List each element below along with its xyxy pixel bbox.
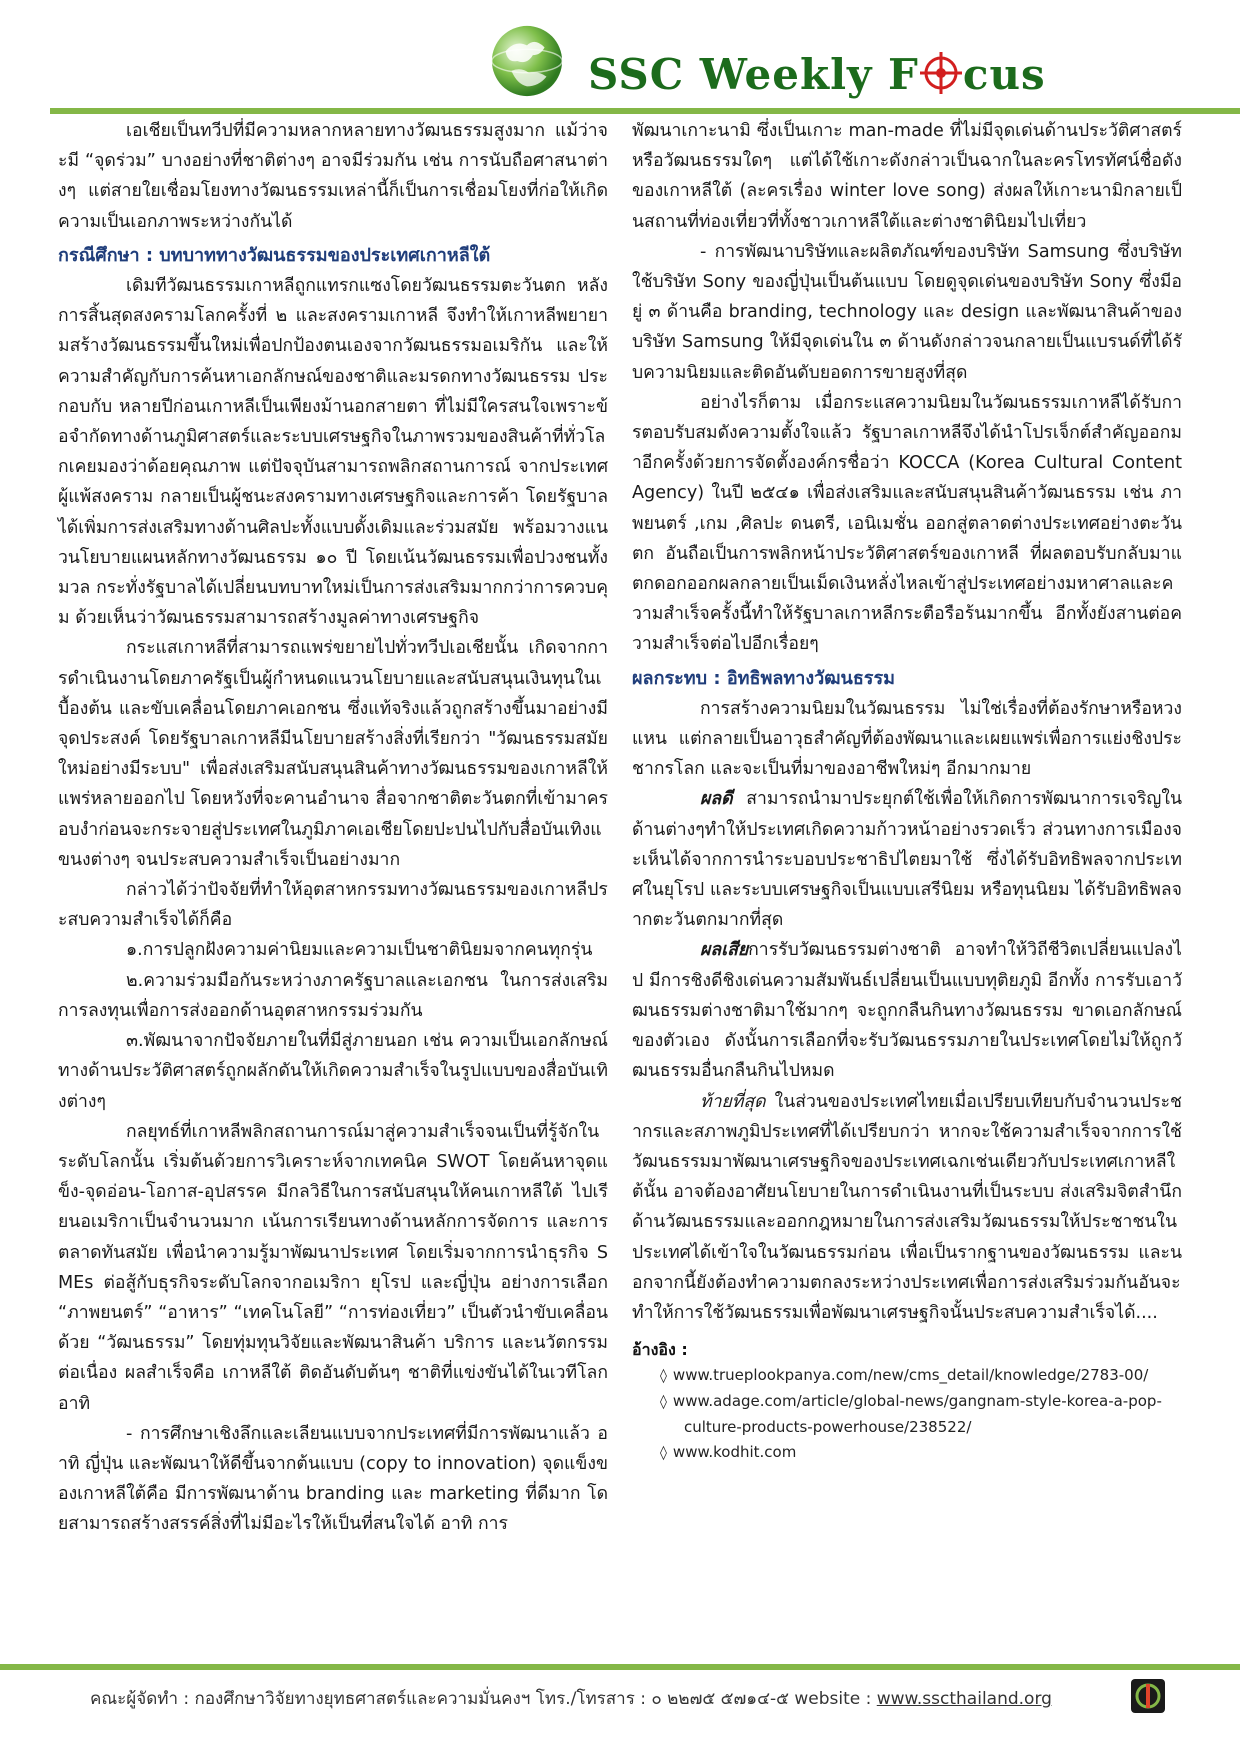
paragraph-impact-intro: การสร้างความนิยมในวัฒนธรรม ไม่ใช่เรื่องที่ต้องรักษาหรือหวงแหน แต่กลายเป็นอาวุธสำคัญที่ต้องพัฒนาและเผยแพร่เพื่อการแย่งชิงประชากรโลก และจะเป็นที่มาของอาชีพใหม่ๆ อีกมากมาย: [632, 698, 1182, 780]
paragraph-copy-to-innovation: - การศึกษาเชิงลึกและเลียนแบบจากประเทศที่มีการพัฒนาแล้ว อาทิ ญี่ปุ่น และพัฒนาให้ดีขึ้นจากต้นแบบ (copy to innovation) จุดแข็งของเกาหลีใต้คือ มีการพัฒนาด้าน branding และ marketing ที่ดีมาก โดยสามารถสร้างสรรค์สิ่งที่ไม่มีอะไรให้เป็นที่สนใจได้ อาทิ การ: [58, 1423, 608, 1535]
footer-credits: คณะผู้จัดทำ : กองศึกษาวิจัยทางยุทธศาสตร์และความมั่นคงฯ โทร./โทรสาร : ๐ ๒๒๗๕ ๕๗๑๔-๕ website :: [90, 1689, 877, 1709]
list-item-factor-3: ๓.พัฒนาจากปัจจัยภายในที่มีสู่ภายนอก เช่น ความเป็นเอกลักษณ์ทางด้านประวัติศาสตร์ถูกผลักดันให้เกิดความสำเร็จในรูปแบบของสื่อบันเทิงต่างๆ: [58, 1031, 608, 1112]
reference-link[interactable]: www.trueplookpanya.com/new/cms_detail/knowledge/2783-00/: [672, 1366, 1149, 1385]
conclusion-lead: ท้ายที่สุด: [700, 1091, 766, 1112]
paragraph-positive: [632, 784, 1182, 935]
positive-text: สามารถนำมาประยุกต์ใช้เพื่อให้เกิดการพัฒนาการเจริญในด้านต่างๆทำให้ประเทศเกิดความก้าวหน้าอย่างรวดเร็ว ส่วนทางการเมืองจะเห็นได้จากการนำระบอบประชาธิปไตยมาใช้ ซึ่งได้รับอิทธิพลจากประเทศในยุโรป และระบบเศรษฐกิจเป็นแบบเสรีนิยม หรือทุนนิยม ได้รับอิทธิพลจากตะวันตกมากที่สุด: [632, 789, 1182, 931]
list-item-factor-2: ๒.ความร่วมมือกันระหว่างภาครัฐบาลและเอกชน ในการส่งเสริมการลงทุนเพื่อการส่งออกด้านอุตสาหกรรมร่วมกัน: [58, 970, 608, 1021]
reference-item[interactable]: [660, 1389, 1182, 1440]
globe-logo-icon: [488, 22, 566, 100]
list-item-factor-1: ๑.การปลูกฝังความค่านิยมและความเป็นชาตินิยมจากคนทุกรุ่น: [126, 940, 593, 961]
page-header: [0, 0, 1240, 120]
paragraph-korean-wave: กระแสเกาหลีที่สามารถแพร่ขยายไปทั่วทวีปเอเชียนั้น เกิดจากการดำเนินงานโดยภาครัฐเป็นผู้กำหนดแนวนโยบายและสนับสนุนเงินทุนในเบื้องต้น และขับเคลื่อนโดยภาคเอกชน ซึ่งแท้จริงแล้วถูกสร้างขึ้นมาอย่างมีจุดประสงค์ โดยรัฐบาลเกาหลีมีนโยบายสร้างสิ่งที่เรียกว่า "วัฒนธรรมสมัยใหม่อย่างมีระบบ" เพื่อส่งเสริมสนับสนุนสินค้าทางวัฒนธรรมของเกาหลีให้แพร่หลายออกไป โดยหวังที่จะคานอำนาจ สื่อจากชาติตะวันตกที่เข้ามาครอบงำก่อนจะกระจายสู่ประเทศในภูมิภาคเอเชียโดยปะปนไปกับสื่อบันเทิงแขนงต่างๆ จนประสบความสำเร็จเป็นอย่างมาก: [58, 638, 608, 870]
paragraph-success-factors: กล่าวได้ว่าปัจจัยที่ทำให้อุตสาหกรรมทางวัฒนธรรมของเกาหลีประสบความสำเร็จได้ก็คือ: [58, 880, 608, 931]
negative-text: การรับวัฒนธรรมต่างชาติ อาจทำให้วิถีชีวิตเปลี่ยนแปลงไป มีการชิงดีชิงเด่นความสัมพันธ์เปลี่ยนเป็นแบบทุติยภูมิ อีกทั้ง การรับเอาวัฒนธรรมต่างชาติมาใช้มากๆ จะถูกกลืนกินทางวัฒนธรรม ขาดเอกลักษณ์ของตัวเอง ดังนั้นการเลือกที่จะรับวัฒนธรรมภายในประเทศโดยไม่ให้ถูกวัฒนธรรมอื่นกลืนกินไปหมด: [632, 940, 1182, 1082]
paragraph-negative: [632, 935, 1182, 1086]
left-column: [58, 116, 608, 1540]
diamond-bullet-icon: ◊: [660, 1394, 667, 1411]
paragraph-strategy: กลยุทธ์ที่เกาหลีพลิกสถานการณ์มาสู่ความสำเร็จจนเป็นที่รู้จักในระดับโลกนั้น เริ่มต้นด้วยการวิเคราะห์จากเทคนิค SWOT โดยค้นหาจุดแข็ง-จุดอ่อน-โอกาส-อุปสรรค มีกลวิธีในการสนับสนุนให้คนเกาหลีใต้ ไปเรียนอเมริกาเป็นจำนวนมาก เน้นการเรียนทางด้านหลักการจัดการ และการตลาดทันสมัย เพื่อนำความรู้มาพัฒนาประเทศ โดยเริ่มจากการนำธุรกิจ SMEs ต่อสู้กับธุรกิจระดับโลกจากอเมริกา ยุโรป และญี่ปุ่น อย่างการเลือก “ภาพยนตร์” “อาหาร” “เทคโนโลยี” “การท่องเที่ยว” เป็นตัวนำขับเคลื่อนด้วย “วัฒนธรรม” โดยทุ่มทุนวิจัยและพัฒนาสินค้า บริการ และนวัตกรรมต่อเนื่อง ผลสำเร็จคือ เกาหลีใต้ ติดอันดับต้นๆ ชาติที่แข่งขันได้ในเวทีโลก อาทิ: [58, 1121, 608, 1414]
diamond-bullet-icon: ◊: [660, 1368, 667, 1385]
heading-case-study: กรณีศึกษา : บทบาททางวัฒนธรรมของประเทศเกาหลีใต้: [58, 244, 491, 266]
conclusion-text: ในส่วนของประเทศไทยเมื่อเปรียบเทียบกับจำนวนประชากรและสภาพภูมิประเทศที่ได้เปรียบกว่า หากจะใช้ความสำเร็จจากการใช้วัฒนธรรมมาพัฒนาเศรษฐกิจของประเทศเฉกเช่นเดียวกับประเทศเกาหลีใต้นั้น อาจต้องอาศัยนโยบายในการดำเนินงานที่เป็นระบบ ส่งเสริมจิตสำนึกด้านวัฒนธรรมและออกกฎหมายในการส่งเสริมวัฒนธรรมให้ประชาชนในประเทศได้เข้าใจในวัฒนธรรมก่อน เพื่อเป็นรากฐานของวัฒนธรรม และนอกจากนี้ยังต้องทำความตกลงระหว่างประเทศเพื่อการส่งเสริมร่วมกันอันจะทำให้การใช้วัฒนธรรมเพื่อพัฒนาเศรษฐกิจนั้นประสบความสำเร็จได้....: [632, 1091, 1182, 1323]
paragraph-kocca: อย่างไรก็ตาม เมื่อกระแสความนิยมในวัฒนธรรมเกาหลีได้รับการตอบรับสมดังความตั้งใจแล้ว รัฐบาลเกาหลีจึงได้นำโปรเจ็กต์สำคัญออกมาอีกครั้งด้วยการจัดตั้งองค์กรชื่อว่า KOCCA (Korea Cultural Content Agency) ในปี ๒๕๔๑ เพื่อส่งเสริมและสนับสนุนสินค้าวัฒนธรรม เช่น ภาพยนตร์ ,เกม ,ศิลปะ ดนตรี, เอนิเมชั่น ออกสู่ตลาดต่างประเทศอย่างตะวันตก อันถือเป็นการพลิกหน้าประวัติศาสตร์ของเกาหลี ที่ผลตอบรับกลับมาแตกดอกออกผลกลายเป็นเม็ดเงินหลั่งไหลเข้าสู่ประเทศอย่างมหาศาลและความสำเร็จครั้งนี้ทำให้รัฐบาลเกาหลีกระตือรือร้นมากขึ้น อีกทั้งยังสานต่อความสำเร็จต่อไปอีกเรื่อยๆ: [632, 392, 1182, 655]
crosshair-target-icon: [919, 51, 963, 95]
footer-divider: [0, 1664, 1240, 1670]
positive-lead: ผลดี: [700, 789, 733, 810]
paragraph-nami-island: พัฒนาเกาะนามิ ซึ่งเป็นเกาะ man-made ที่ไม่มีจุดเด่นด้านประวัติศาสตร์หรือวัฒนธรรมใดๆ แต่ได้ใช้เกาะดังกล่าวเป็นฉากในละครโทรทัศน์ชื่อดังของเกาหลีใต้ (ละครเรื่อง winter love song) ส่งผลให้เกาะนามิกลายเป็นสถานที่ท่องเที่ยวที่ทั้งชาวเกาหลีใต้และต่างชาตินิยมไปเที่ยว: [632, 121, 1182, 232]
page-footer: [90, 1685, 1150, 1712]
diamond-bullet-icon: ◊: [660, 1445, 667, 1462]
reference-item[interactable]: [660, 1363, 1182, 1389]
masthead-title-post: cus: [962, 50, 1046, 99]
negative-lead: ผลเสีย: [700, 940, 749, 961]
right-column: [632, 116, 1182, 1466]
reference-link[interactable]: www.kodhit.com: [672, 1443, 797, 1462]
paragraph-asia-intro: เอเชียเป็นทวีปที่มีความหลากหลายทางวัฒนธรรมสูงมาก แม้ว่าจะมี “จุดร่วม” บางอย่างที่ชาติต่างๆ อาจมีร่วมกัน เช่น การนับถือศาสนาต่างๆ แต่สายใยเชื่อมโยงทางวัฒนธรรมเหล่านี้ก็เป็นการเชื่อมโยงที่ก่อให้เกิดความเป็นเอกภาพระหว่างกันได้: [58, 121, 608, 232]
ssc-logo-icon: [1130, 1678, 1166, 1714]
paragraph-samsung: - การพัฒนาบริษัทและผลิตภัณฑ์ของบริษัท Samsung ซึ่งบริษัทใช้บริษัท Sony ของญี่ปุ่นเป็นต้นแบบ โดยดูจุดเด่นของบริษัท Sony ซึ่งมีอยู่ ๓ ด้านคือ branding, technology และ design และพัฒนาสินค้าของบริษัท Samsung ให้มีจุดเด่นใน ๓ ด้านดังกล่าวจนกลายเป็นแบรนด์ที่ได้รับความนิยมและติดอันดับยอดการขายสูงที่สุด: [632, 241, 1182, 383]
reference-item[interactable]: [660, 1440, 1182, 1466]
reference-link[interactable]: www.adage.com/article/global-news/gangnam-style-korea-a-pop-culture-products-powerhouse/238522/: [672, 1392, 1162, 1437]
header-divider: [50, 108, 1240, 114]
paragraph-korea-history: เดิมทีวัฒนธรรมเกาหลีถูกแทรกแซงโดยวัฒนธรรมตะวันตก หลังการสิ้นสุดสงครามโลกครั้งที่ ๒ และสงครามเกาหลี จึงทำให้เกาหลีพยายามสร้างวัฒนธรรมขึ้นใหม่เพื่อปกป้องตนเองจากวัฒนธรรมอเมริกัน และให้ความสำคัญกับการค้นหาเอกลักษณ์ของชาติและมรดกทางวัฒนธรรม ประกอบกับ หลายปีก่อนเกาหลีเป็นเพียงม้านอกสายตา ที่ไม่มีใครสนใจเพราะข้อจำกัดทางด้านภูมิศาสตร์และระบบเศรษฐกิจในภาพรวมของสินค้าที่ทั่วโลกเคยมองว่าด้อยคุณภาพ แต่ปัจจุบันสามารถพลิกสถานการณ์ จากประเทศผู้แพ้สงคราม กลายเป็นผู้ชนะสงครามทางเศรษฐกิจและการค้า โดยรัฐบาลได้เพิ่มการส่งเสริมทางด้านศิลปะทั้งแบบดั้งเดิมและร่วมสมัย พร้อมวางแนวนโยบายแผนหลักทางวัฒนธรรม ๑๐ ปี โดยเน้นวัฒนธรรมเพื่อปวงชนทั้งมวล กระทั่งรัฐบาลได้เปลี่ยนบทบาทใหม่เป็นการส่งเสริมมากกว่าการควบคุม ด้วยเห็นว่าวัฒนธรรมสามารถสร้างมูลค่าทางเศรษฐกิจ: [58, 276, 608, 629]
footer-website-link[interactable]: www.sscthailand.org: [876, 1689, 1052, 1709]
paragraph-conclusion: [632, 1087, 1182, 1329]
heading-impact: ผลกระทบ : อิทธิพลทางวัฒนธรรม: [632, 667, 896, 689]
references-title: อ้างอิง :: [632, 1340, 688, 1360]
masthead-title-pre: SSC Weekly F: [588, 50, 919, 99]
masthead-title: [588, 50, 1046, 99]
